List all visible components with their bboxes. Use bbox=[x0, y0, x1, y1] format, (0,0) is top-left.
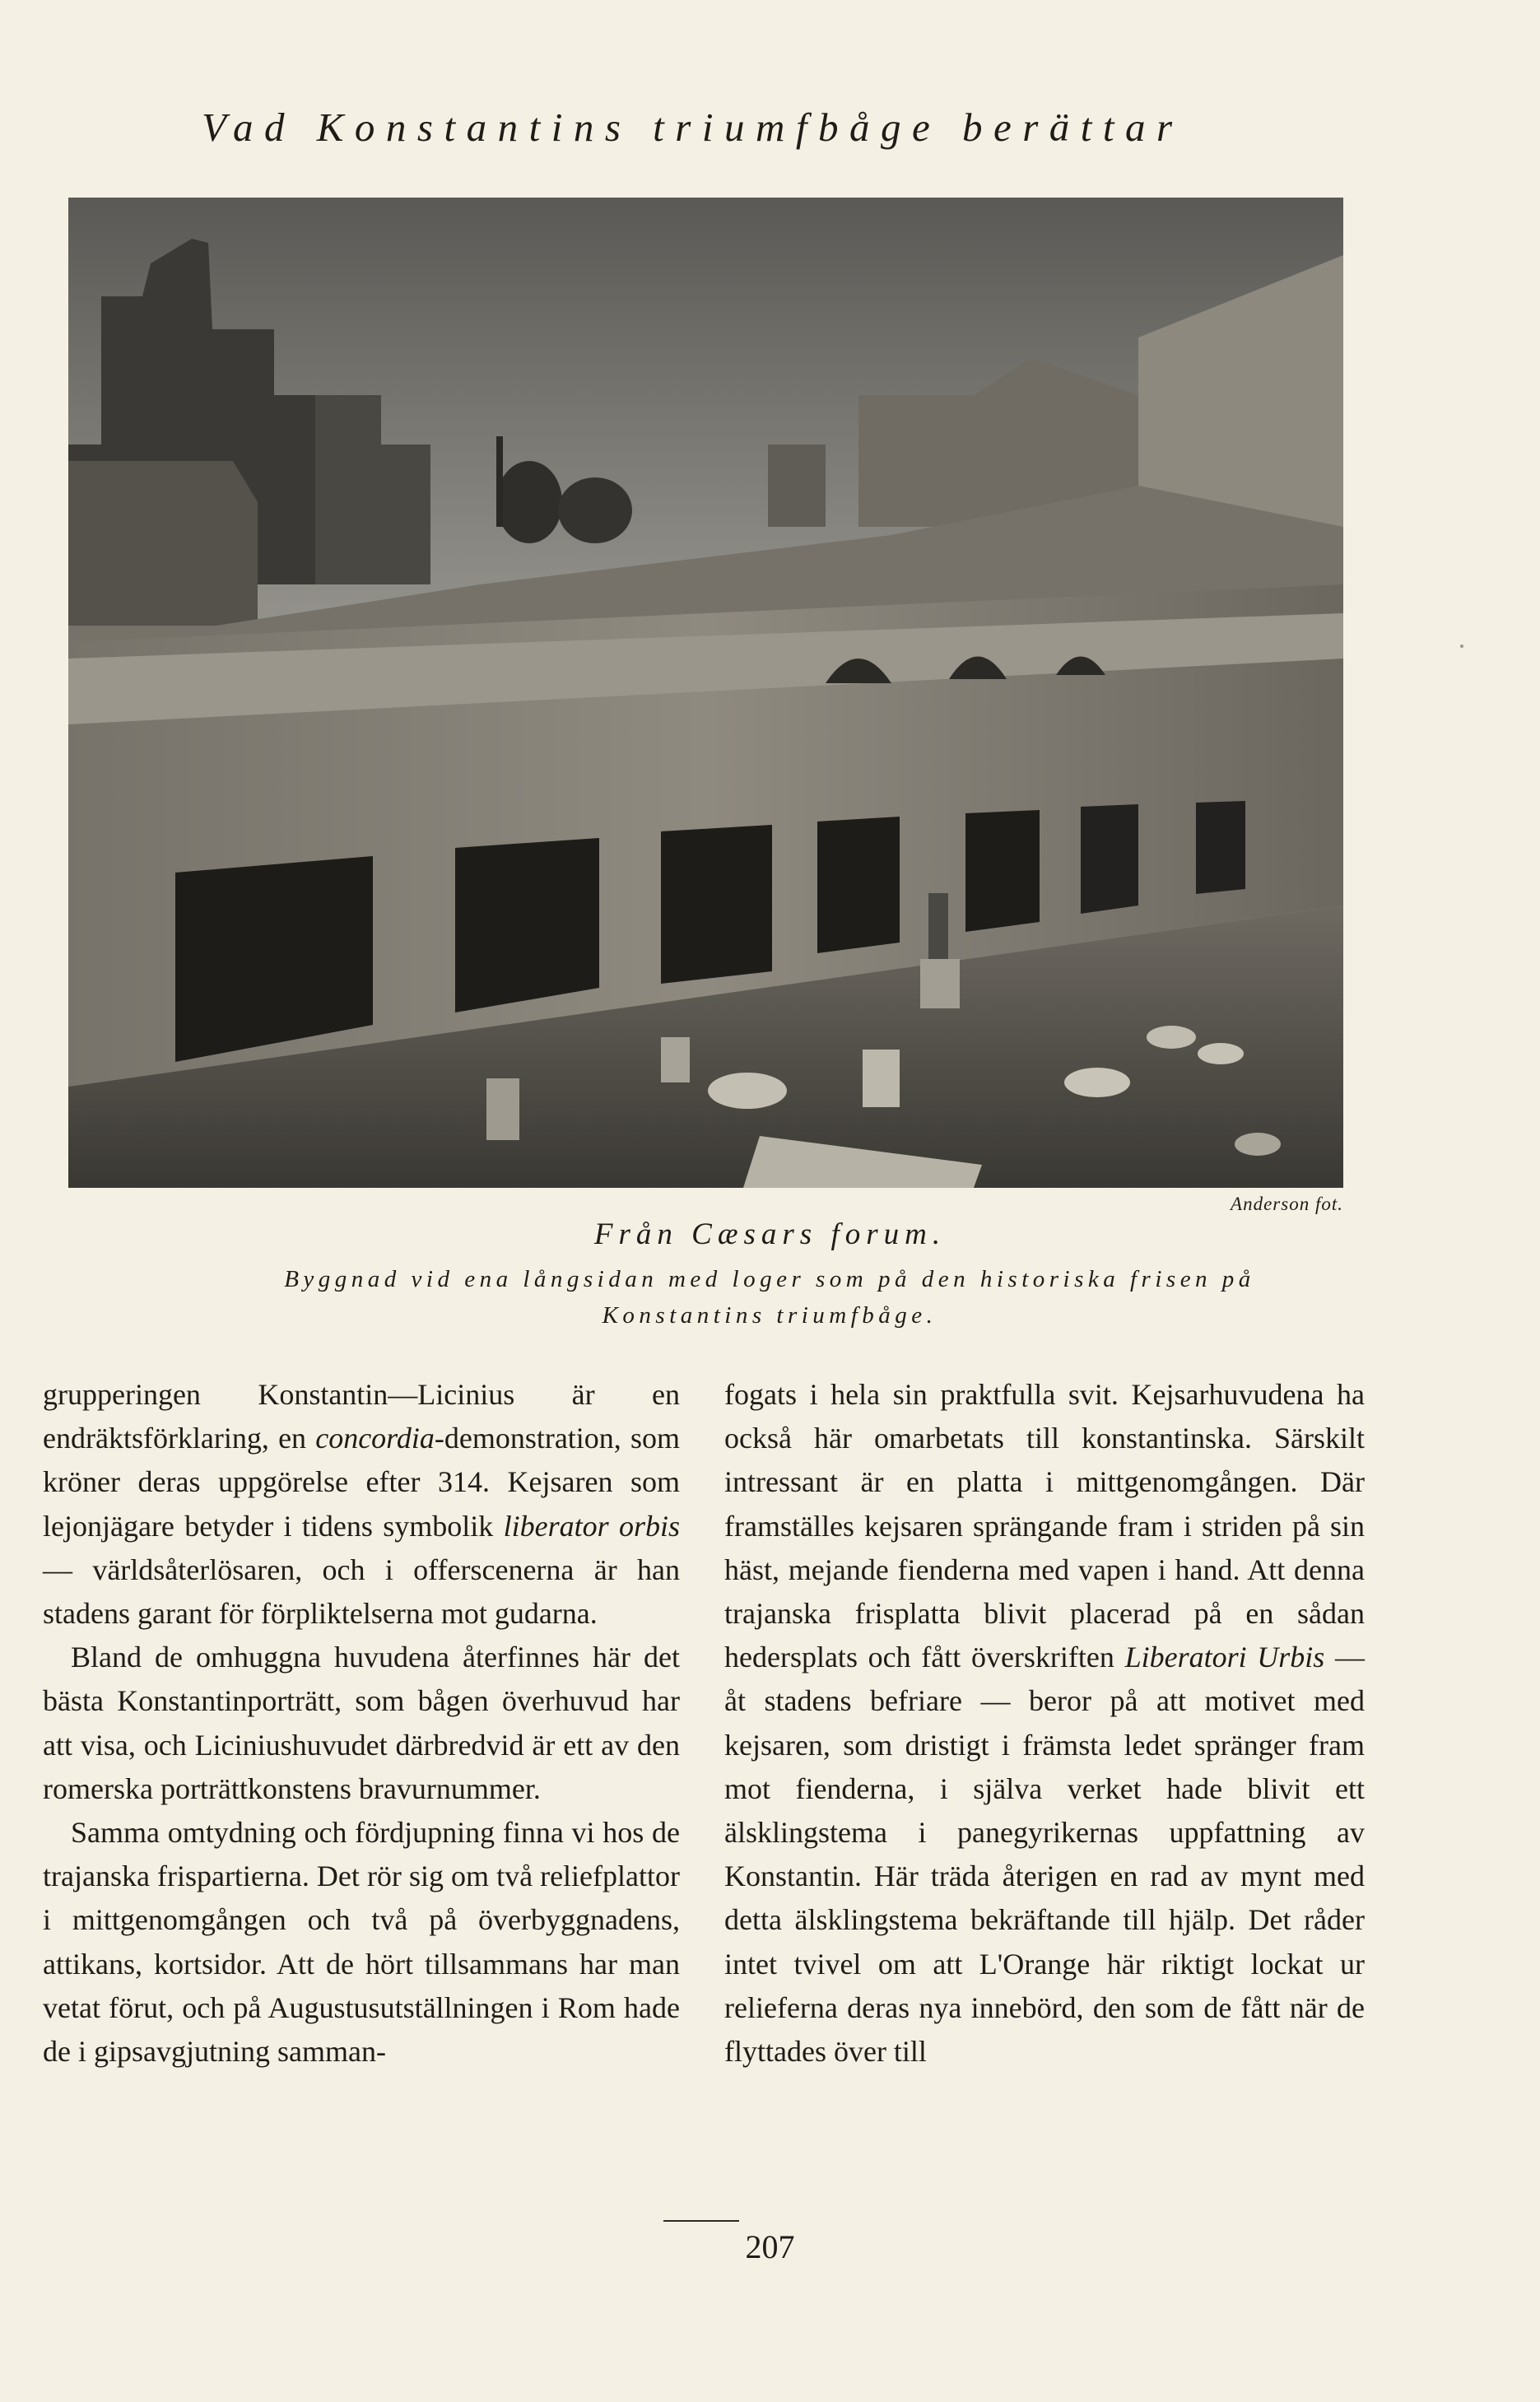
running-head: Vad Konstantins triumfbåge berättar bbox=[202, 105, 1184, 150]
italic-term: concordia bbox=[315, 1422, 435, 1455]
footer-rule bbox=[663, 2220, 739, 2222]
paragraph: Samma omtydning och fördjupning finna vi hos de trajanska frispartierna. Det rör sig om två reliefplattor i mittgenomgången och två på överbyggnadens, attikans, kortsidor. Att de hört tillsammans har man vetat förut, och på Augustusutställningen i Rom hade de i gipsavgjutning samman- bbox=[43, 1816, 680, 2069]
caption-title: Från Cæsars forum. bbox=[593, 1217, 947, 1251]
caption-body bbox=[156, 1261, 1383, 1334]
italic-term: Liberatori Urbis bbox=[1124, 1641, 1325, 1674]
paragraph bbox=[43, 1373, 680, 1636]
text-run: — åt stadens befriare — beror på att motivet med kejsaren, som dristigt i främsta ledet spränger fram mot fienderna, i själva verket hade blivit ett älsklingstema i panegyrikernas uppfattning av Konstantin. Här träda återigen en rad av mynt med detta älsklingstema bekräftande till hjälp. Det råder intet tvivel om att L'Orange här riktigt lockat ur relieferna deras nya innebörd, den som de fått när de flyttades över till bbox=[724, 1641, 1365, 2069]
left-column bbox=[43, 1373, 680, 2074]
caption-line: Konstantins triumfbåge. bbox=[602, 1302, 937, 1329]
text-run: fogats i hela sin praktfulla svit. Kejsarhuvudena ha också här omarbetats till konstantinska. Särskilt intressant är en platta i mittgenomgången. Där framställes kejsaren sprängande fram i striden på sin häst, mejande fienderna med vapen i hand. Att denna trajanska frisplatta blivit placerad på en sådan hedersplats och fått överskriften bbox=[724, 1378, 1365, 1674]
photo-credit: Anderson fot. bbox=[1231, 1194, 1343, 1214]
margin-speck bbox=[1460, 645, 1463, 648]
right-column bbox=[724, 1373, 1365, 2074]
forum-photograph bbox=[68, 198, 1343, 1188]
text-run: — världsåterlösaren, och i offerscenerna är han stadens garant för förpliktelserna mot gudarna. bbox=[43, 1552, 680, 1631]
italic-term: liberator orbis bbox=[503, 1509, 680, 1543]
text-run: grupperingen Konstantin—Licinius är en endräktsförklaring, en bbox=[43, 1378, 680, 1455]
text-run: -demonstration, som kröner deras uppgörelse efter 314. Kejsaren som lejonjägare betyder i tidens symbolik bbox=[43, 1422, 680, 1543]
paragraph bbox=[724, 1373, 1365, 2074]
paragraph: Bland de omhuggna huvudena återfinnes här det bästa Konstantinporträtt, som bågen överhuvud har att visa, och Liciniushuvudet därbredvid är ett av den romerska porträttkonstens bravurnummer. bbox=[43, 1641, 680, 1805]
caption-line: Byggnad vid ena långsidan med loger som på den historiska frisen på bbox=[284, 1266, 1255, 1292]
page-number: 207 bbox=[745, 2228, 795, 2265]
